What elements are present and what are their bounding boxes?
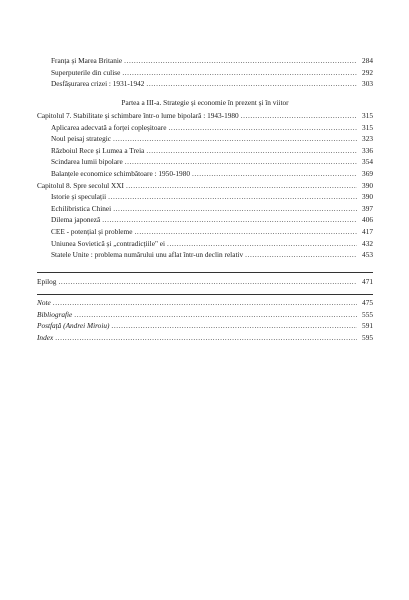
entry-label: Superputerile din culise <box>51 67 121 77</box>
section-label: Istorie și speculații <box>51 192 107 202</box>
chapter-entry <box>37 180 373 192</box>
toc-back-matter-block <box>37 297 373 343</box>
entry-page: 303 <box>362 79 373 89</box>
leader-dots <box>146 145 357 157</box>
section-label: Uniunea Sovietică și „contradicțiile" ei <box>51 238 166 248</box>
toc-top-block <box>37 55 373 90</box>
leader-dots <box>125 156 357 168</box>
epilog-entry <box>37 276 373 288</box>
section-page: 417 <box>362 226 373 236</box>
leader-dots <box>113 133 357 145</box>
section-label: Dilema japoneză <box>51 215 101 225</box>
toc-entry <box>37 55 373 67</box>
section-entry <box>37 191 373 203</box>
leader-dots <box>55 332 357 344</box>
back-matter-label: Postfață (Andrei Miroiu) <box>37 321 110 331</box>
section-label: Echilibristica Chinei <box>51 203 112 213</box>
toc-entry <box>37 67 373 79</box>
leader-dots <box>146 78 357 90</box>
section-entry <box>37 168 373 180</box>
back-matter-entry <box>37 297 373 309</box>
leader-dots <box>134 226 357 238</box>
chapter-page: 390 <box>362 180 373 190</box>
leader-dots <box>167 238 357 250</box>
section-page: 453 <box>362 250 373 260</box>
section-entry <box>37 214 373 226</box>
back-matter-page: 555 <box>362 309 373 319</box>
section-label: Războiul Rece și Lumea a Treia <box>51 145 145 155</box>
section-entry <box>37 156 373 168</box>
section-page: 323 <box>362 134 373 144</box>
section-entry <box>37 145 373 157</box>
back-matter-entry <box>37 332 373 344</box>
chapter-label: Capitolul 7. Stabilitate și schimbare într-o lume bipolară : 1943-1980 <box>37 111 239 120</box>
entry-page: 292 <box>362 67 373 77</box>
leader-dots <box>113 203 357 215</box>
leader-dots <box>108 191 357 203</box>
section-label: Aplicarea adecvată a forței copleșitoare <box>51 122 167 132</box>
section-page: 406 <box>362 215 373 225</box>
part-heading: Partea a III-a. Strategie și economie în prezent și în viitor <box>121 98 289 107</box>
section-page: 315 <box>362 122 373 132</box>
divider-rule <box>37 272 373 273</box>
epilog-label: Epilog <box>37 277 57 286</box>
divider-rule <box>37 294 373 295</box>
section-entry <box>37 203 373 215</box>
back-matter-label: Index <box>37 332 54 342</box>
chapter-label: Capitolul 8. Spre secolul XXI <box>37 180 124 190</box>
section-page: 354 <box>362 157 373 167</box>
leader-dots <box>168 122 357 134</box>
section-label: Balanțele economice schimbătoare : 1950-1980 <box>51 168 190 178</box>
section-label: Statele Unite : problema numărului unu aflat într-un declin relativ <box>51 250 244 260</box>
leader-dots <box>102 214 357 226</box>
chapter-page: 315 <box>362 111 373 120</box>
leader-dots <box>111 320 357 332</box>
section-page: 432 <box>362 238 373 248</box>
chapter-entry <box>37 110 373 122</box>
entry-page: 284 <box>362 56 373 65</box>
back-matter-page: 591 <box>362 321 373 331</box>
leader-dots <box>122 67 357 79</box>
entry-label: Franța și Marea Britanie <box>51 56 123 65</box>
section-label: CEE - potențial și probleme <box>51 226 133 236</box>
leader-dots <box>245 249 357 261</box>
back-matter-label: Bibliografie <box>37 309 73 319</box>
section-label: Noul peisaj strategic <box>51 134 111 144</box>
section-page: 369 <box>362 168 373 178</box>
back-matter-page: 595 <box>362 332 373 342</box>
back-matter-entry <box>37 309 373 321</box>
back-matter-page: 475 <box>362 298 373 307</box>
leader-dots <box>124 55 357 67</box>
leader-dots <box>58 276 357 288</box>
section-entry <box>37 133 373 145</box>
leader-dots <box>126 180 357 192</box>
section-entry <box>37 249 373 261</box>
section-page: 390 <box>362 192 373 202</box>
back-matter-entry <box>37 320 373 332</box>
section-entry <box>37 238 373 250</box>
section-entry <box>37 122 373 134</box>
toc-chapters-block <box>37 110 373 261</box>
section-page: 336 <box>362 145 373 155</box>
entry-label: Desfășurarea crizei : 1931-1942 <box>51 79 145 89</box>
epilog-page: 471 <box>362 277 373 286</box>
leader-dots <box>74 309 357 321</box>
leader-dots <box>241 110 357 122</box>
toc-entry <box>37 78 373 90</box>
section-page: 397 <box>362 203 373 213</box>
leader-dots <box>192 168 357 180</box>
back-matter-label: Note <box>37 298 51 307</box>
toc-epilog-block <box>37 276 373 288</box>
leader-dots <box>53 297 357 309</box>
section-entry <box>37 226 373 238</box>
section-label: Scindarea lumii bipolare <box>51 157 123 167</box>
